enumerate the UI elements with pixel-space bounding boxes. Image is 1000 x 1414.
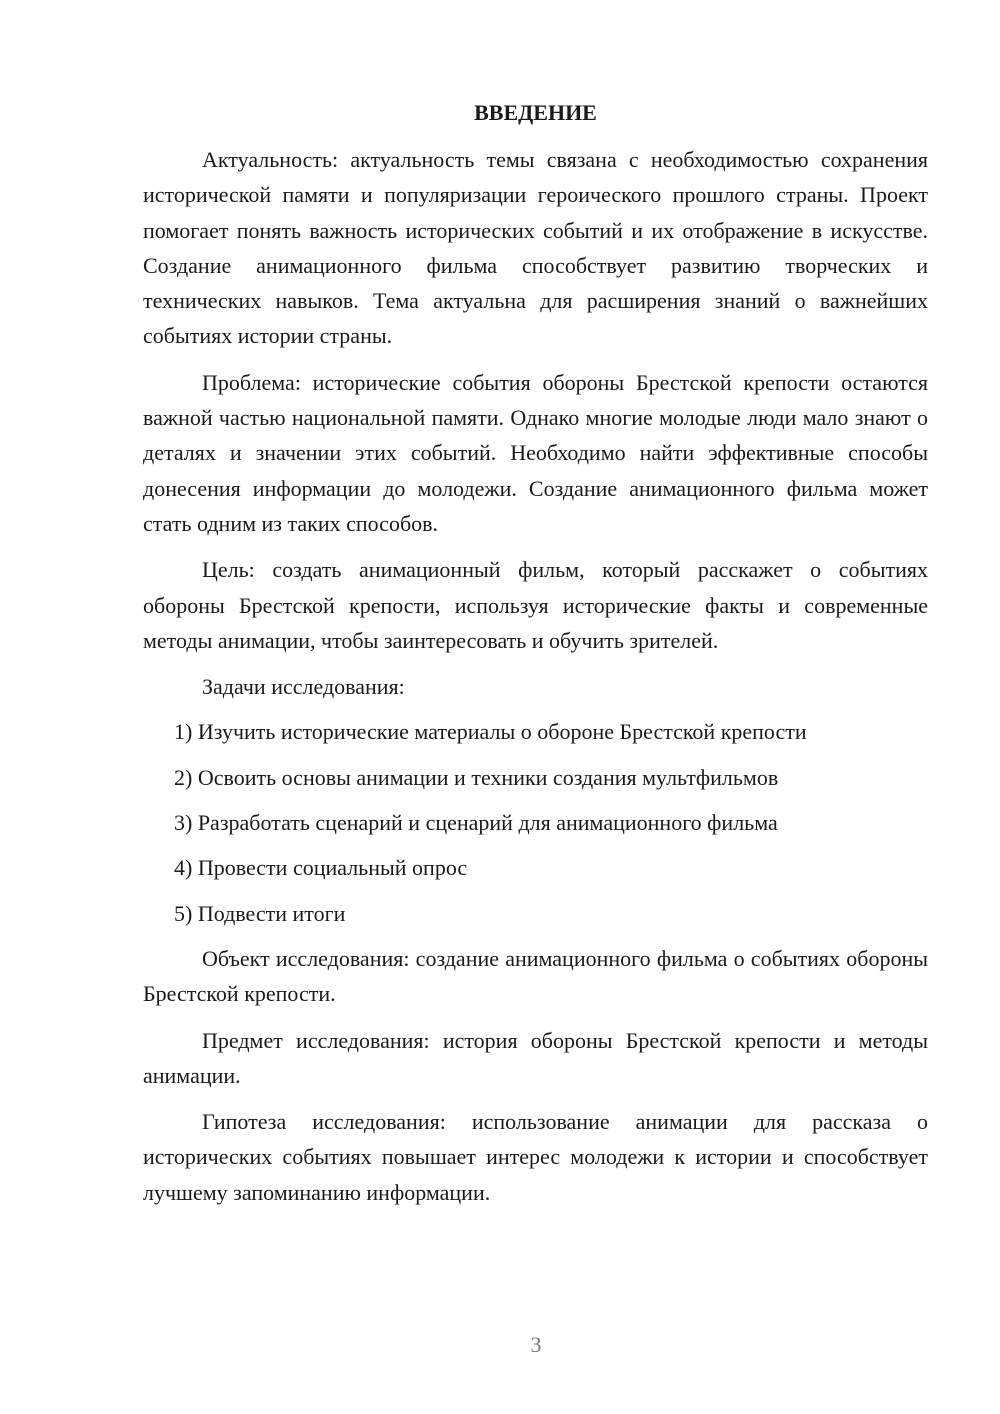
task-list: [143, 714, 928, 930]
task-item-4: 4) Провести социальный опрос: [174, 855, 468, 881]
page-number: 3: [530, 1332, 542, 1357]
task-item-5: 5) Подвести итоги: [174, 900, 346, 926]
page-content: [143, 95, 928, 1221]
task-item-3: 3) Разработать сценарий и сценарий для анимационного фильма: [174, 810, 778, 836]
paragraph-subject: Предмет исследования: история обороны Брестской крепости и методы анимации.: [143, 1027, 928, 1088]
tasks-heading: Задачи исследования:: [202, 674, 405, 700]
paragraph-goal: Цель: создать анимационный фильм, который расскажет о событиях обороны Брестской крепости, используя исторические факты и современные методы анимации, чтобы заинтересовать и обучить зрителей.: [143, 557, 928, 653]
paragraph-relevance: Актуальность: актуальность темы связана с необходимостью сохранения исторической памяти и популяризации героического прошлого страны. Проект помогает понять важность исторических событий и их отображение в искусстве. Создание анимационного фильма способствует развитию творческих и технических навыков. Тема актуальна для расширения знаний о важнейших событиях истории страны.: [143, 147, 928, 349]
section-title: ВВЕДЕНИЕ: [474, 100, 597, 125]
task-item-1: 1) Изучить исторические материалы о обороне Брестской крепости: [174, 719, 807, 745]
paragraph-hypothesis: Гипотеза исследования: использование анимации для рассказа о исторических событиях повышает интерес молодежи к истории и способствует лучшему запоминанию информации.: [143, 1109, 928, 1205]
paragraph-object: Объект исследования: создание анимационного фильма о событиях обороны Брестской крепости.: [143, 945, 928, 1007]
task-item-2: 2) Освоить основы анимации и техники создания мультфильмов: [174, 764, 779, 790]
paragraph-problem: Проблема: исторические события обороны Брестской крепости остаются важной частью национальной памяти. Однако многие молодые люди мало знают о деталях и значении этих событий. Необходимо найти эффективные способы донесения информации до молодежи. Создание анимационного фильма может стать одним из таких способов.: [143, 369, 928, 536]
